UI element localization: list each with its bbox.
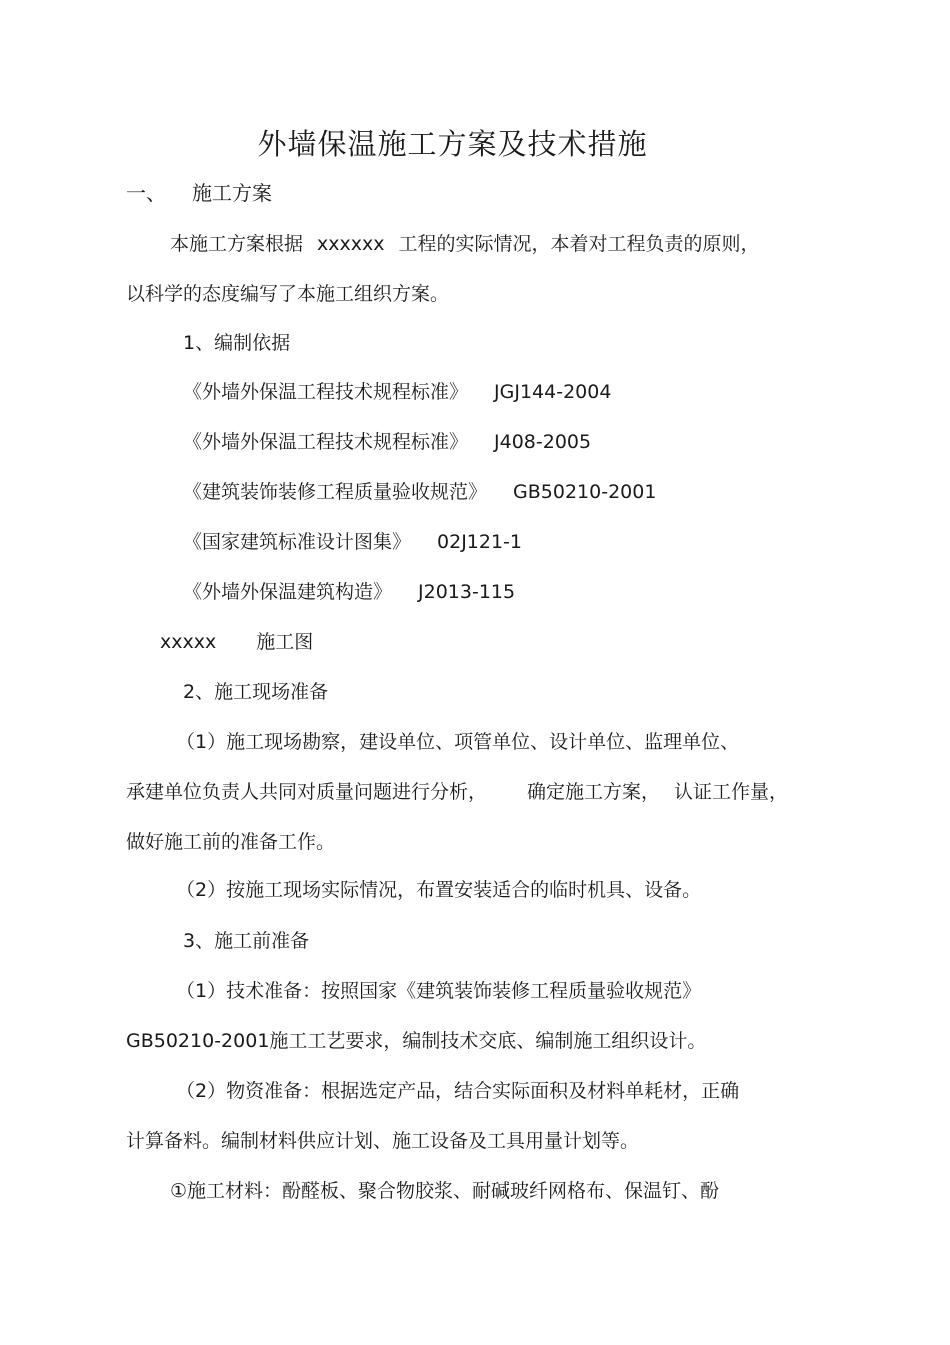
basis-item <box>183 529 522 555</box>
site-prep-text-b: 确定施工方案， <box>527 781 661 803</box>
intro-line-1 <box>170 231 760 257</box>
pre-construction-p1-line2: GB50210-2001施工工艺要求，编制技术交底、编制施工组织设计。 <box>126 1030 707 1052</box>
site-prep-text-c: 认证工作量， <box>674 781 789 803</box>
standard-code: J408-2005 <box>494 431 592 453</box>
standard-name: 《外墙外保温建筑构造》 <box>183 581 393 603</box>
site-prep-text-a: 承建单位负责人共同对质量问题进行分析， <box>126 781 488 803</box>
pre-construction-p2-line1: （2）物资准备：根据选定产品，结合实际面积及材料单耗材，正确 <box>176 1080 740 1102</box>
section-title: 施工方案 <box>192 181 272 205</box>
intro-line-2: 以科学的态度编写了本施工组织方案。 <box>126 283 450 305</box>
standard-name: 《国家建筑标准设计图集》 <box>183 531 412 553</box>
basis-heading: 1、编制依据 <box>183 332 291 354</box>
standard-code: JGJ144-2004 <box>494 381 612 403</box>
drawing-reference <box>160 629 313 655</box>
standard-name: 《外墙外保温工程技术规程标准》 <box>183 431 469 453</box>
pre-construction-heading: 3、施工前准备 <box>183 930 310 952</box>
standard-code: 02J121-1 <box>437 531 523 553</box>
standard-code: GB50210-2001 <box>513 481 657 503</box>
standard-name: 《外墙外保温工程技术规程标准》 <box>183 381 469 403</box>
pre-construction-p2-line2: 计算备料。编制材料供应计划、施工设备及工具用量计划等。 <box>126 1130 640 1152</box>
intro-text-b: 工程的实际情况，本着对工程负责的原则， <box>398 233 760 255</box>
site-prep-p1-line2 <box>126 779 788 805</box>
document-title: 外墙保温施工方案及技术措施 <box>257 127 648 161</box>
section-number: 一、 <box>126 181 166 205</box>
pre-construction-p1-line1: （1）技术准备：按照国家《建筑装饰装修工程质量验收规范》 <box>176 980 702 1002</box>
site-prep-heading: 2、施工现场准备 <box>183 681 329 703</box>
project-name: xxxxxx <box>317 233 385 255</box>
standard-name: 《建筑装饰装修工程质量验收规范》 <box>183 481 488 503</box>
standard-code: J2013-115 <box>418 581 516 603</box>
site-prep-p1-line3: 做好施工前的准备工作。 <box>126 831 336 853</box>
drawing-project: xxxxx <box>160 631 217 653</box>
materials-line: ①施工材料：酚醛板、聚合物胶浆、耐碱玻纤网格布、保温钉、酚 <box>170 1180 720 1202</box>
basis-item <box>183 379 611 405</box>
site-prep-p1-line1: （1）施工现场勘察，建设单位、项管单位、设计单位、监理单位、 <box>176 731 740 753</box>
drawing-label: 施工图 <box>256 631 314 653</box>
section-heading <box>126 180 272 206</box>
basis-item <box>183 579 515 605</box>
basis-item <box>183 479 656 505</box>
intro-text-a: 本施工方案根据 <box>170 233 304 255</box>
site-prep-p2: （2）按施工现场实际情况，布置安装适合的临时机具、设备。 <box>176 879 702 901</box>
basis-item <box>183 429 591 455</box>
